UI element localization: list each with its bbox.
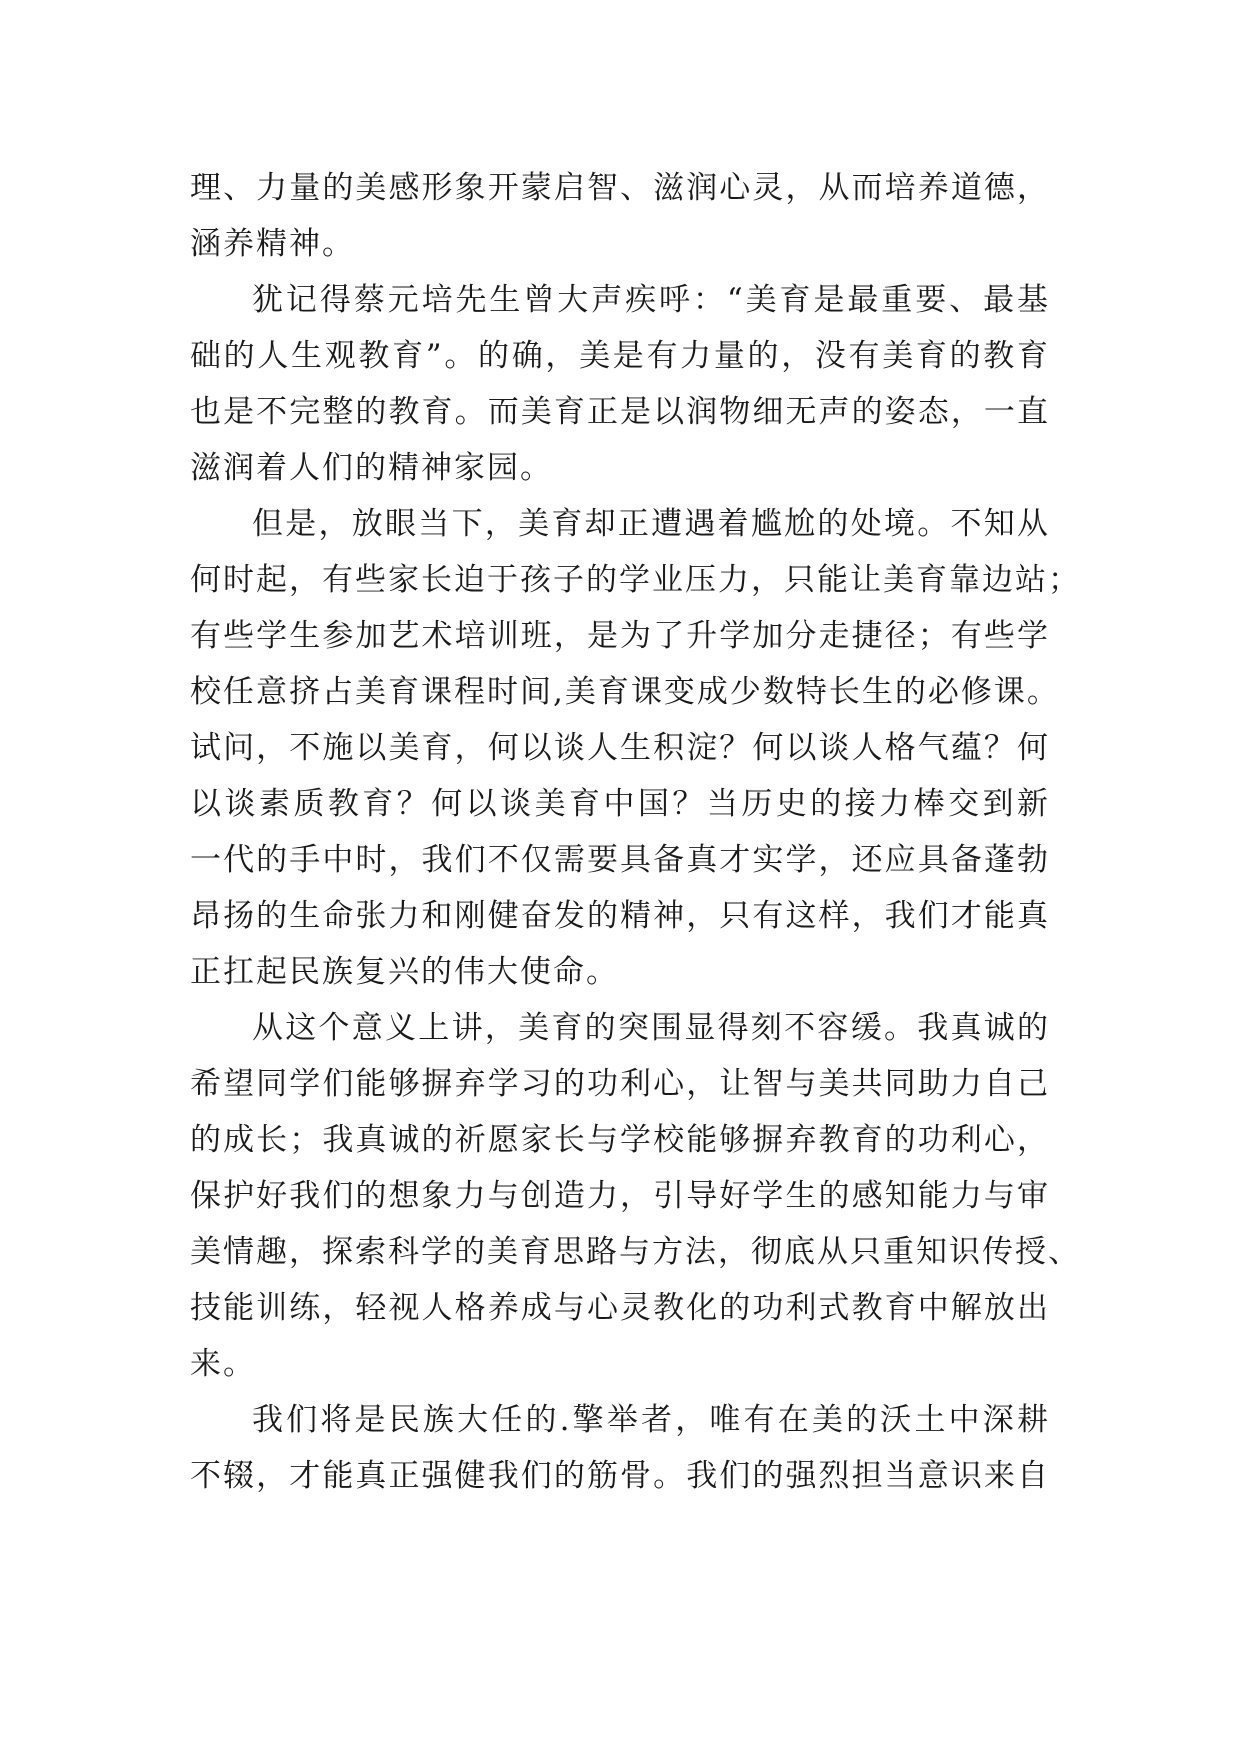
text-line: 一代的手中时，我们不仅需要具备真才实学，还应具备蓬勃 [190,842,1050,878]
text-line: 础的人生观教育”。的确，美是有力量的，没有美育的教育 [190,338,1050,374]
text-line: 以谈素质教育？何以谈美育中国？当历史的接力棒交到新 [190,786,1050,822]
paragraph-first-line: 但是，放眼当下，美育却正遭遇着尴尬的处境。不知从 [252,506,1050,542]
text-line: 希望同学们能够摒弃学习的功利心，让智与美共同助力自己 [190,1066,1050,1102]
text-line: 的成长；我真诚的祈愿家长与学校能够摒弃教育的功利心， [190,1122,1050,1158]
text-line: 涵养精神。 [190,226,355,262]
text-line: 技能训练，轻视人格养成与心灵教化的功利式教育中解放出 [190,1290,1050,1326]
text-line: 来。 [190,1346,256,1382]
body-text [190,160,1081,1504]
text-line: 校任意挤占美育课程时间,美育课变成少数特长生的必修课。 [190,674,1060,710]
text-line: 滋润着人们的精神家园。 [190,450,553,486]
text-line: 有些学生参加艺术培训班，是为了升学加分走捷径；有些学 [190,618,1050,654]
text-line: 美情趣，探索科学的美育思路与方法，彻底从只重知识传授、 [190,1234,1081,1270]
text-line: 也是不完整的教育。而美育正是以润物细无声的姿态，一直 [190,394,1050,430]
paragraph-first-line: 我们将是民族大任的.擎举者，唯有在美的沃土中深耕 [252,1402,1050,1438]
text-line: 试问，不施以美育，何以谈人生积淀？何以谈人格气蕴？何 [190,730,1050,766]
text-line: 理、力量的美感形象开蒙启智、滋润心灵，从而培养道德， [190,170,1050,206]
text-line: 不辍，才能真正强健我们的筋骨。我们的强烈担当意识来自 [190,1458,1050,1494]
text-line: 何时起，有些家长迫于孩子的学业压力，只能让美育靠边站； [190,562,1081,598]
paragraph-first-line: 犹记得蔡元培先生曾大声疾呼：“美育是最重要、最基 [252,282,1050,318]
text-line: 保护好我们的想象力与创造力，引导好学生的感知能力与审 [190,1178,1050,1214]
text-line: 昂扬的生命张力和刚健奋发的精神，只有这样，我们才能真 [190,898,1050,934]
paragraph-first-line: 从这个意义上讲，美育的突围显得刻不容缓。我真诚的 [252,1010,1050,1046]
text-line: 正扛起民族复兴的伟大使命。 [190,954,619,990]
